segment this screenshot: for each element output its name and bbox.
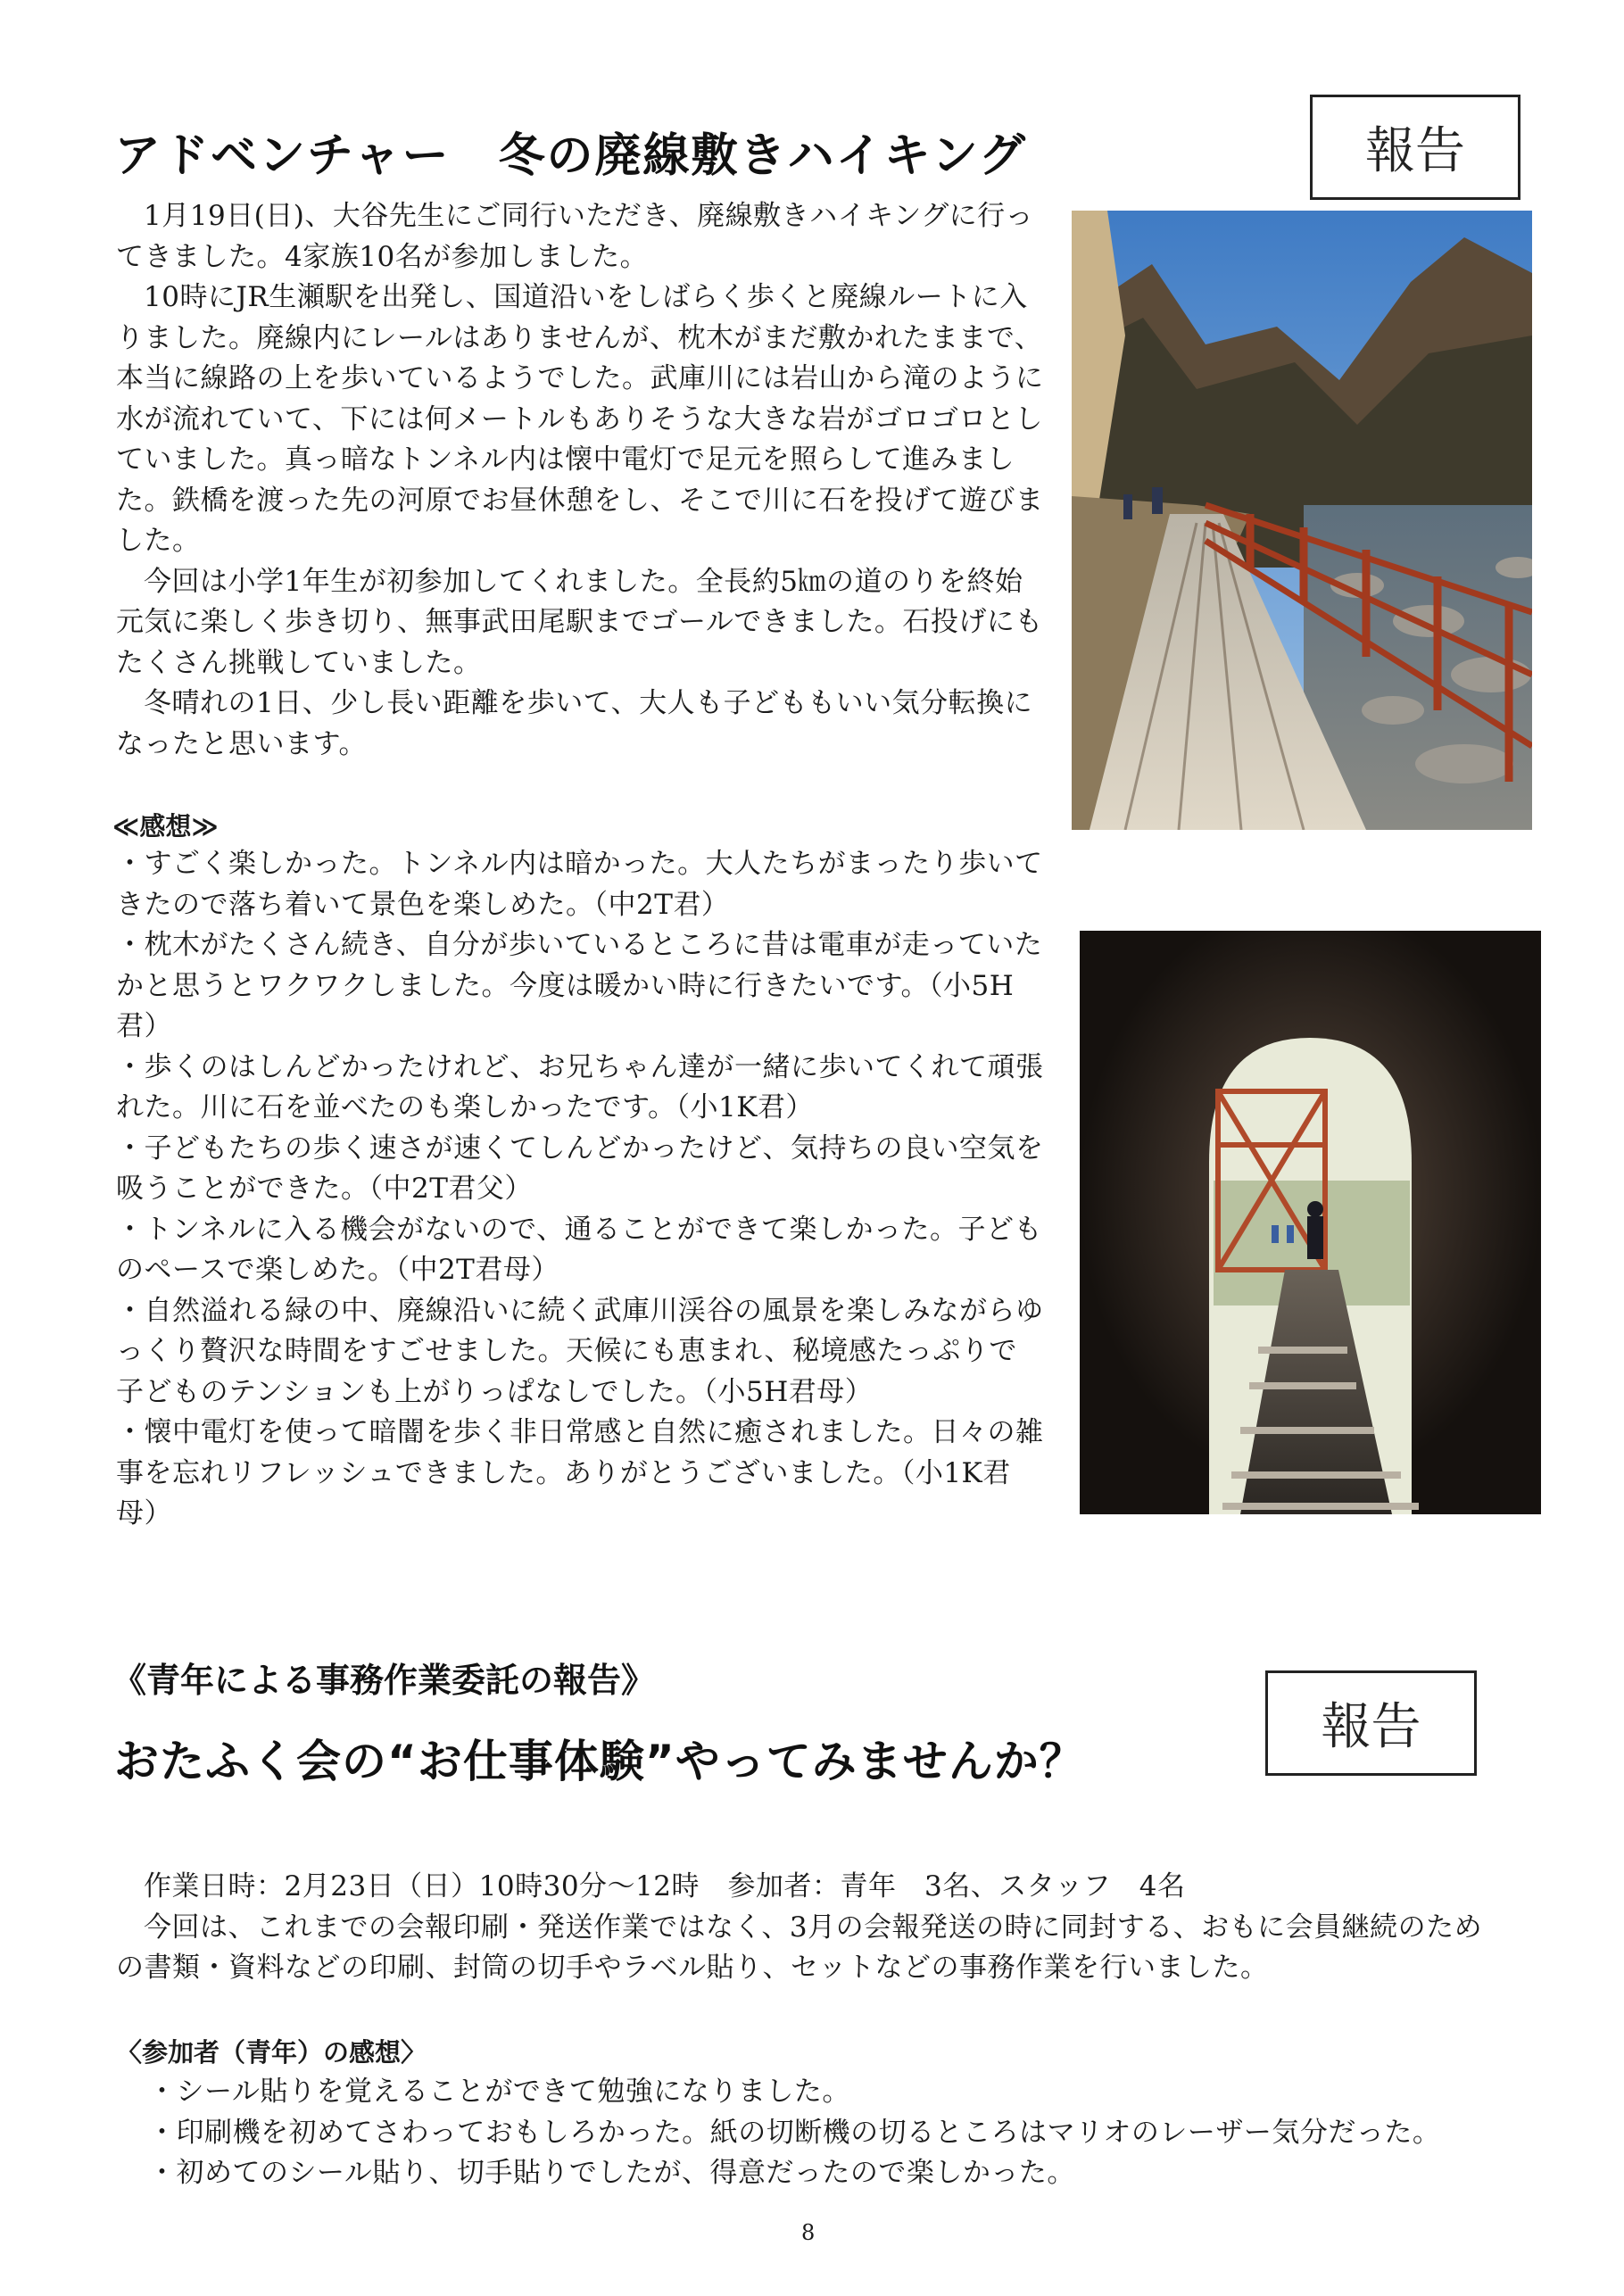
report-badge bbox=[1310, 95, 1520, 200]
trail-photo bbox=[1072, 211, 1532, 830]
trail-photo-image bbox=[1072, 211, 1532, 830]
article1-title: アドベンチャー 冬の廃線敷きハイキング bbox=[114, 129, 1027, 183]
impression-item: ・歩くのはしんどかったけれど、お兄ちゃん達が一緒に歩いてくれて頑張れた。川に石を並べたのも楽しかったです。（小1K君） bbox=[116, 1050, 1044, 1123]
article2-body bbox=[116, 1867, 1508, 1989]
article2-kicker: 《青年による事務作業委託の報告》 bbox=[112, 1661, 656, 1700]
impression-item: ・初めてのシール貼り、切手貼りでしたが、得意だったので楽しかった。 bbox=[148, 2157, 1075, 2189]
article2-impressions-list bbox=[148, 2072, 1504, 2194]
article1-paragraph: 冬晴れの1日、少し長い距離を歩いて、大人も子どももいい気分転換になったと思います。 bbox=[116, 687, 1033, 760]
impressions-list bbox=[116, 844, 1044, 1535]
impression-item: ・枕木がたくさん続き、自分が歩いているところに昔は電車が走っていたかと思うとワクワクしました。今度は暖かい時に行きたいです。（小5H君） bbox=[116, 929, 1043, 1042]
article1-body bbox=[116, 196, 1044, 765]
article2-title: おたふく会の“お仕事体験”やってみませんか？ bbox=[114, 1736, 1085, 1787]
report-badge-2 bbox=[1265, 1670, 1477, 1776]
page-number: 8 bbox=[801, 2220, 816, 2245]
report-badge-2-label: 報告 bbox=[1321, 1698, 1421, 1756]
work-date-line: 作業日時：2月23日（日）10時30分～12時 参加者：青年 3名、スタッフ 4名 bbox=[144, 1870, 1186, 1902]
article2-impressions-heading: 〈参加者（青年）の感想〉 bbox=[116, 2037, 427, 2068]
article2-paragraph: 今回は、これまでの会報印刷・発送作業ではなく、3月の会報発送の時に同封する、おもに会員継続のための書類・資料などの印刷、封筒の切手やラベル貼り、セットなどの事務作業を行いました。 bbox=[116, 1911, 1483, 1984]
impression-item: ・自然溢れる緑の中、廃線沿いに続く武庫川渓谷の風景を楽しみながらゆっくり贅沢な時間をすごせました。天候にも恵まれ、秘境感たっぷりで子どものテンションも上がりっぱなしでした。（小5H君母） bbox=[116, 1294, 1044, 1408]
tunnel-photo bbox=[1080, 931, 1541, 1514]
impression-item: ・シール貼りを覚えることができて勉強になりました。 bbox=[148, 2076, 850, 2108]
impression-item: ・トンネルに入る機会がないので、通ることができて楽しかった。子どものペースで楽しめた。（中2T君母） bbox=[116, 1213, 1042, 1286]
impression-item: ・印刷機を初めてさわっておもしろかった。紙の切断機の切るところはマリオのレーザー気分だった。 bbox=[148, 2116, 1441, 2149]
impression-item: ・懐中電灯を使って暗闇を歩く非日常感と自然に癒されました。日々の雑事を忘れリフレッシュできました。ありがとうございました。（小1K君母） bbox=[116, 1416, 1044, 1529]
impression-item: ・すごく楽しかった。トンネル内は暗かった。大人たちがまったり歩いてきたので落ち着いて景色を楽しめた。（中2T君） bbox=[116, 848, 1043, 921]
article1-paragraph: 今回は小学1年生が初参加してくれました。全長約5㎞の道のりを終始元気に楽しく歩き切り、無事武田尾駅までゴールできました。石投げにもたくさん挑戦していました。 bbox=[116, 565, 1043, 679]
tunnel-photo-image bbox=[1080, 931, 1541, 1514]
article1-paragraph: 1月19日(日)、大谷先生にご同行いただき、廃線敷きハイキングに行ってきました。4家族10名が参加しました。 bbox=[116, 200, 1034, 273]
impression-item: ・子どもたちの歩く速さが速くてしんどかったけど、気持ちの良い空気を吸うことができた。（中2T君父） bbox=[116, 1131, 1044, 1205]
article1-paragraph: 10時にJR生瀬駅を出発し、国道沿いをしばらく歩くと廃線ルートに入りました。廃線内にレールはありませんが、枕木がまだ敷かれたままで、本当に線路の上を歩いているようでした。武庫川には岩山から滝のように水が流れていて、下には何メートルもありそうな大きな岩がゴロゴロとしていました。真っ暗なトンネル内は懐中電灯で足元を照らして進みました。鉄橋を渡った先の河原でお昼休憩をし、そこで川に石を投げて遊びました。 bbox=[116, 281, 1044, 557]
impressions-heading: ≪感想≫ bbox=[112, 811, 219, 841]
report-badge-label: 報告 bbox=[1365, 122, 1465, 180]
